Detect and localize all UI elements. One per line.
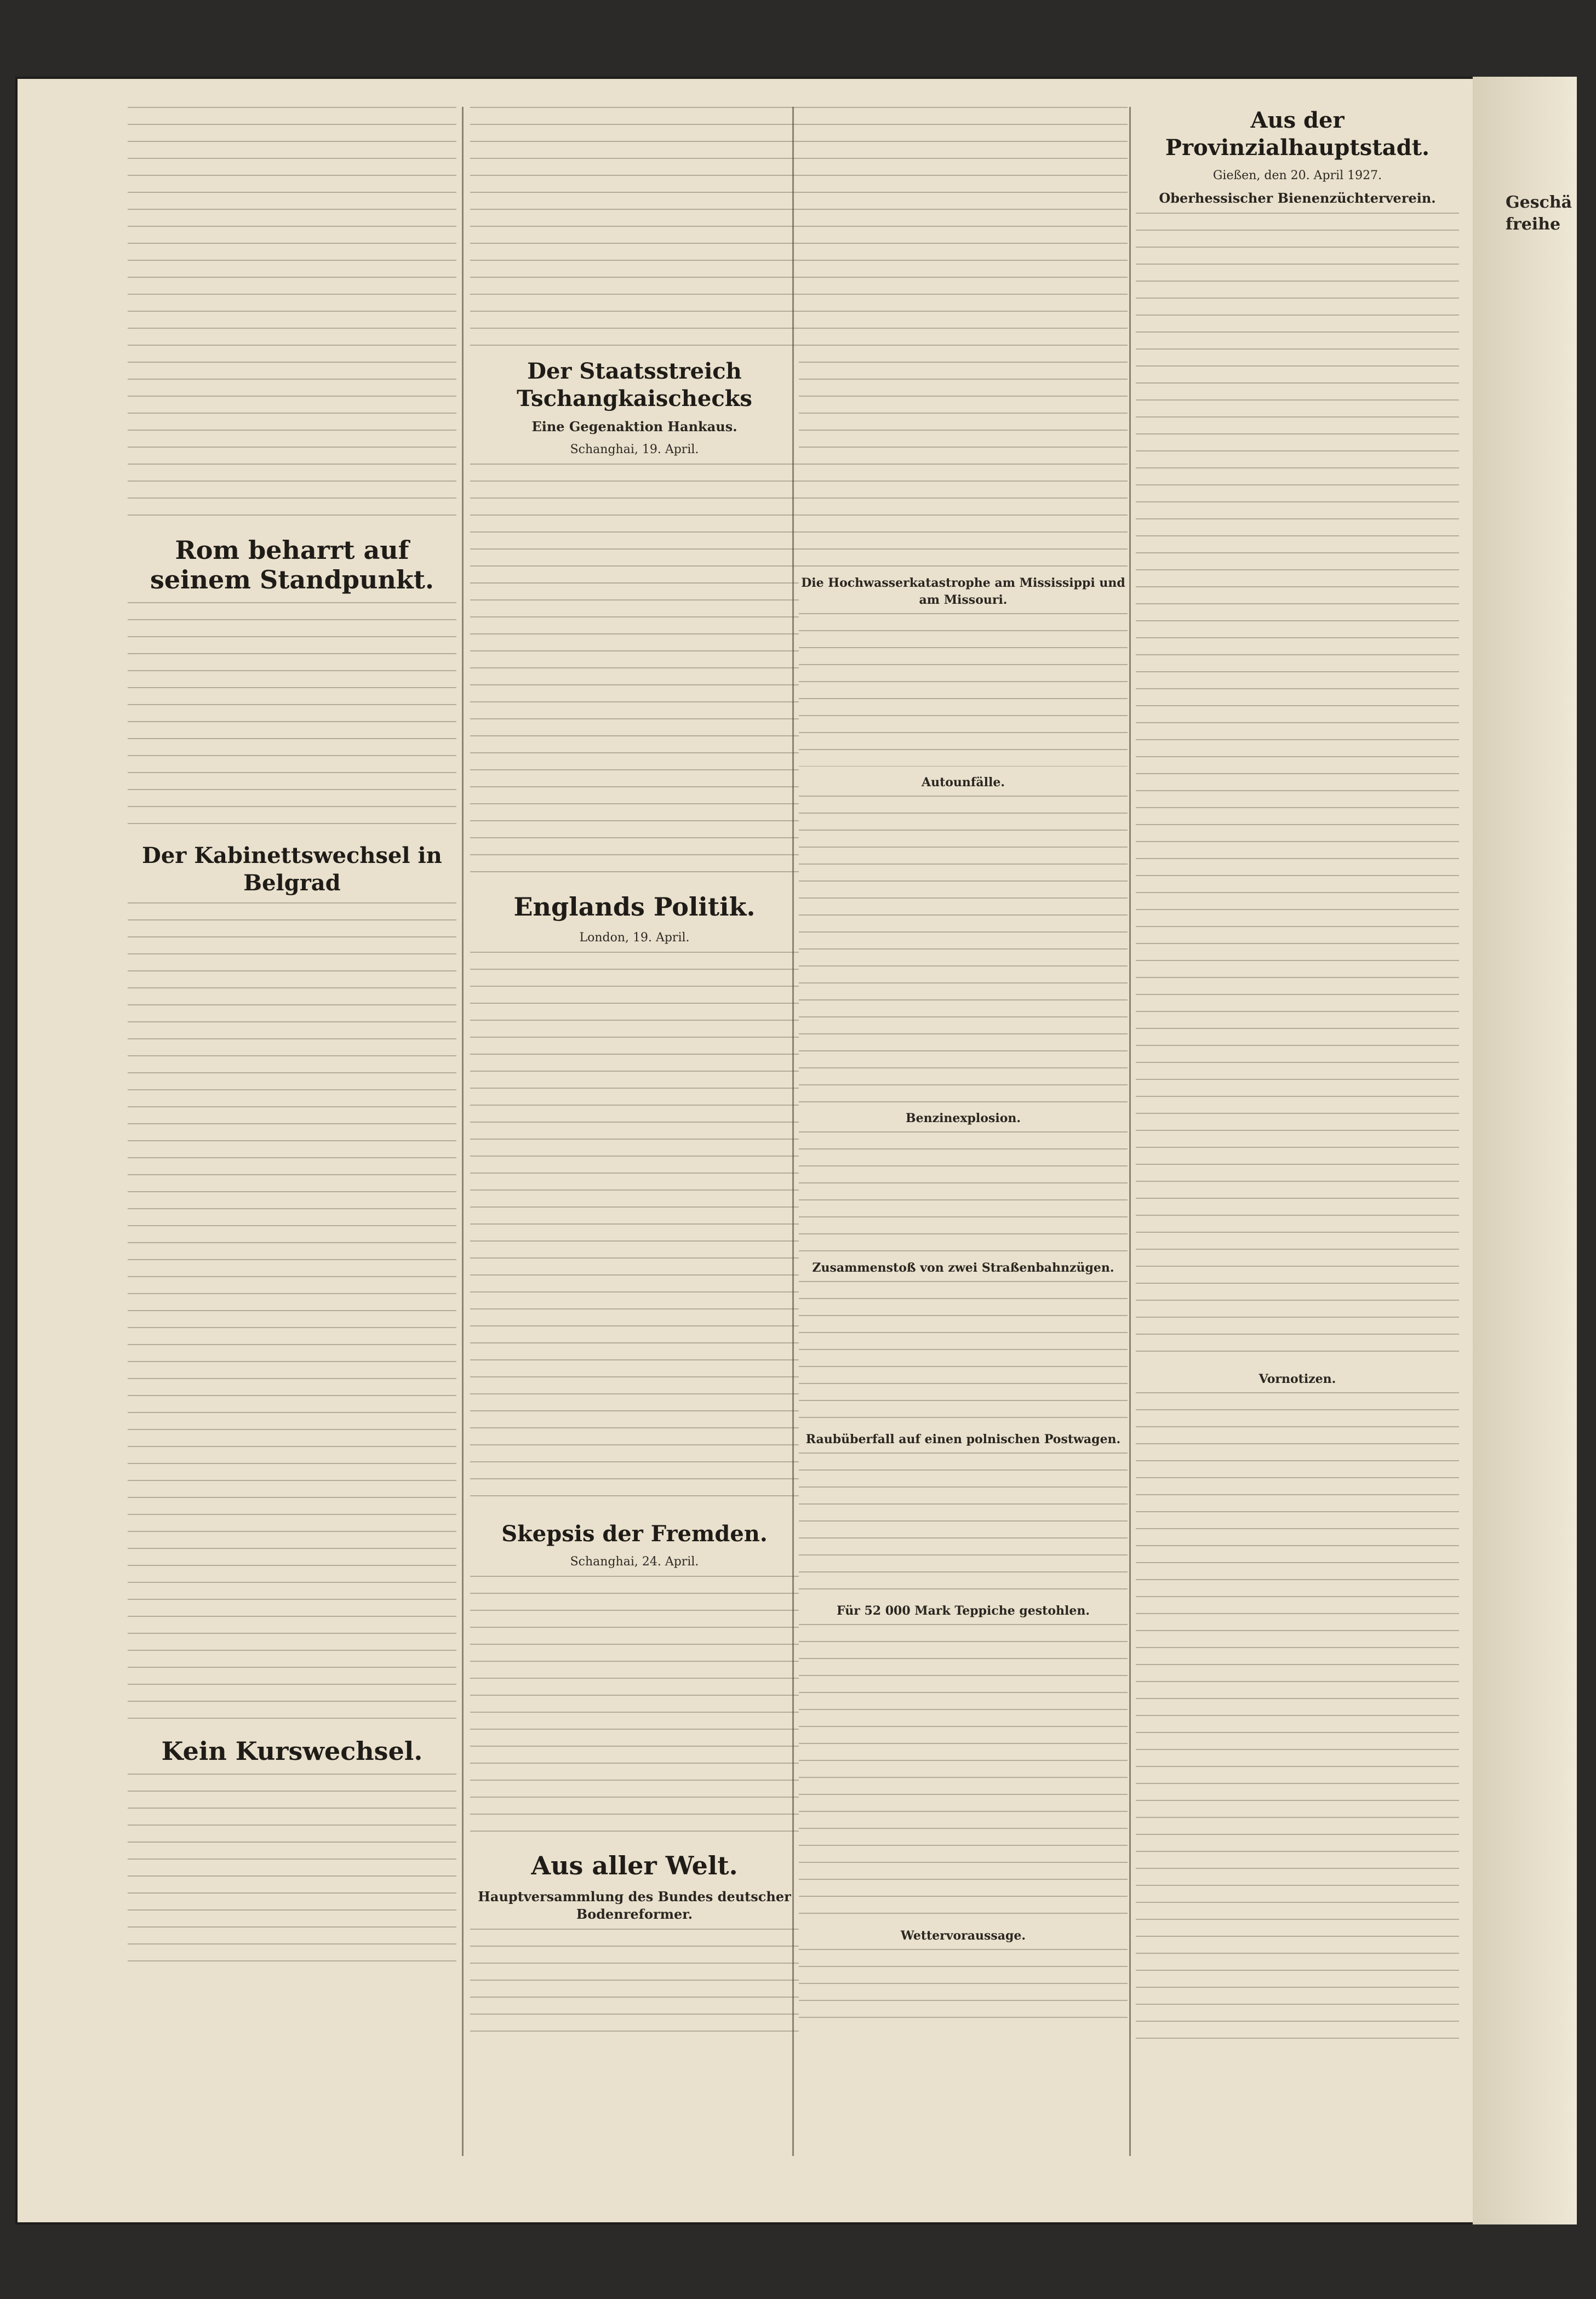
adjacent-page-fragment: Geschä freihe [1506,193,1572,234]
article-text [128,1774,456,1971]
subheadline: Die Hochwasserkatastrophe am Mississippi und am Missouri. [801,576,1125,607]
article-text [799,1131,1128,1252]
subheadline: Oberhessischer Bienenzüchterverein. [1159,190,1436,206]
headline: Aus der Provinzialhauptstadt. [1165,107,1430,161]
subheadline: Hauptversammlung des Bundes deutscher Bodenreformer. [478,1889,791,1922]
article-text [128,602,456,832]
column-divider [1129,107,1131,2156]
headline: Skepsis der Fremden. [501,1521,768,1547]
headline: Rom beharrt auf seinem Standpunkt. [150,535,434,594]
article-text [799,1281,1128,1423]
newspaper-page [15,77,1577,2224]
headline: Englands Politik. [513,892,756,922]
subheadline: Autounfälle. [922,775,1005,790]
article-text [128,107,456,523]
article-text [799,613,1128,767]
dateline: London, 19. April. [579,931,690,945]
article-text [470,1929,799,2038]
column-4 [1136,107,1459,2039]
dateline: Schanghai, 24. April. [570,1555,699,1569]
headline: Aus aller Welt. [531,1851,738,1880]
subheadline: Eine Gegenaktion Hankaus. [531,419,737,434]
dateline: Gießen, den 20. April 1927. [1212,169,1382,182]
article-text [799,796,1128,1102]
page-spine [1473,77,1577,2224]
article-text [1136,213,1459,1363]
subheadline: Zusammenstoß von zwei Straßenbahnzügen. [812,1261,1114,1275]
article-text [470,107,799,348]
column-2 [470,107,799,2038]
subheadline: Vornotizen. [1259,1372,1336,1386]
column-1 [128,107,456,1971]
subheadline: Für 52 000 Mark Teppiche gestohlen. [836,1604,1090,1618]
subheadline: Benzinexplosion. [905,1111,1021,1125]
article-text [1136,1392,1459,2039]
column-divider [462,107,464,2156]
article-text [470,1576,799,1839]
headline: Kein Kurswechsel. [161,1736,423,1766]
article-text [799,1949,1128,2020]
dateline: Schanghai, 19. April. [570,443,699,456]
headline: Der Staatsstreich Tschangkaischecks [517,358,752,411]
subheadline: Wettervoraussage. [900,1929,1026,1943]
subheadline: Raubüberfall auf einen polnischen Postwagen. [805,1432,1121,1446]
article-text [799,1452,1128,1595]
article-text [470,464,799,880]
article-text [799,1624,1128,1920]
article-text [799,107,1128,567]
article-text [470,952,799,1511]
article-text [128,902,456,1724]
column-3 [799,107,1128,2020]
headline: Der Kabinettswechsel in Belgrad [142,843,442,896]
